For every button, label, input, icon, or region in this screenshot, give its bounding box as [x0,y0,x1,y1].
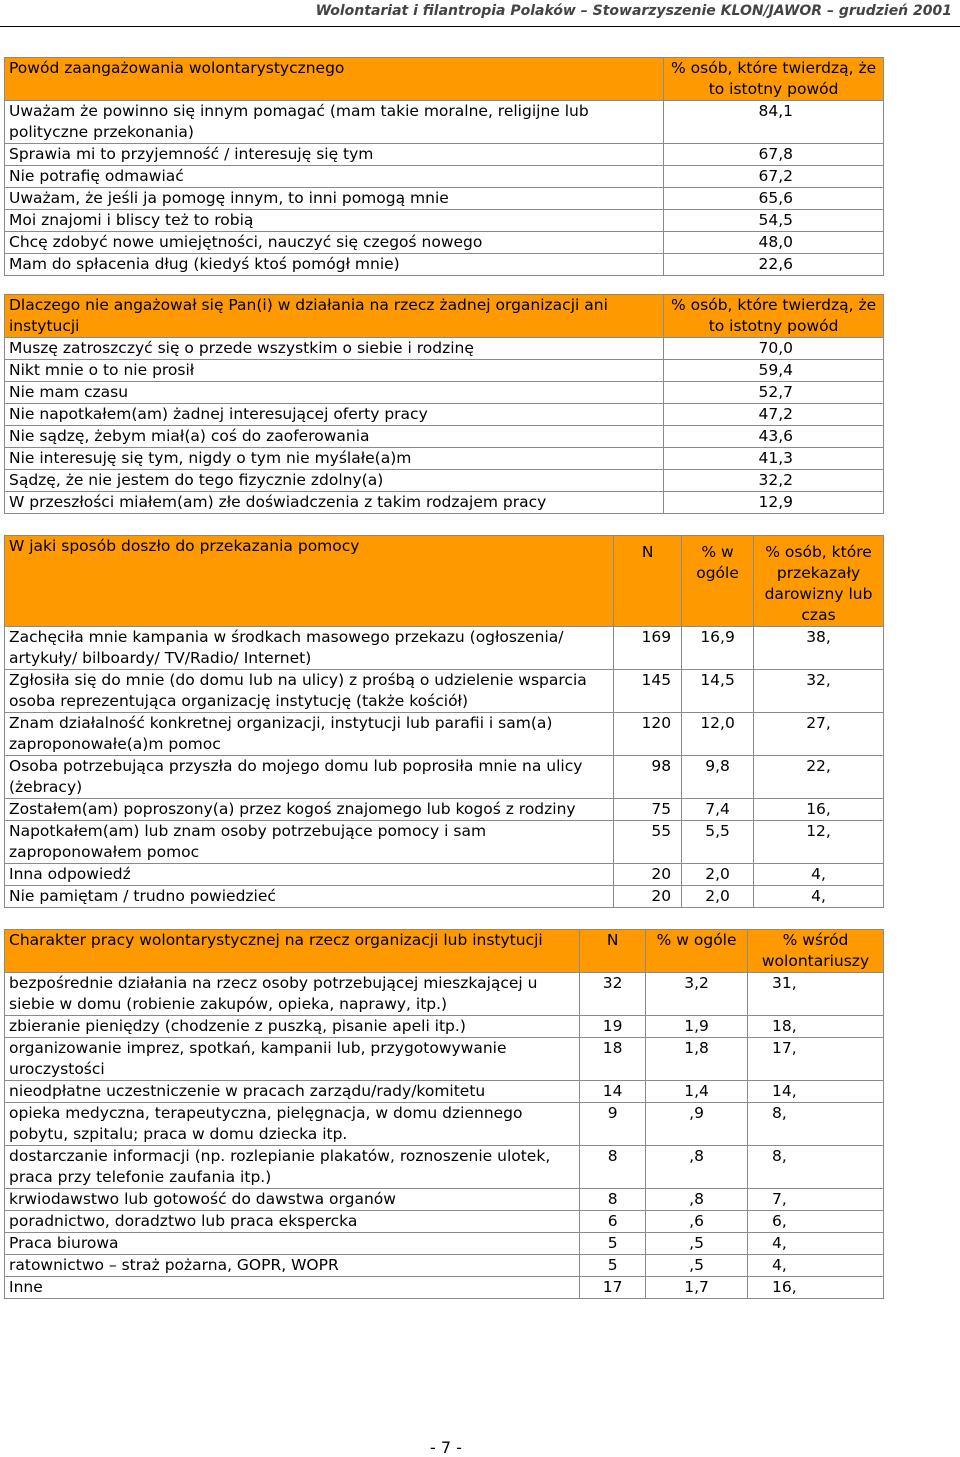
table-row [5,382,884,404]
count-cell: 145 [614,670,682,713]
table-row [5,492,884,514]
percent-cell: ,8 [646,1189,748,1211]
header-cell: Dlaczego nie angażował się Pan(i) w działania na rzecz żadnej organizacji ani instytucji [5,295,664,338]
table-row [5,1016,884,1038]
percent-cell: 4, [754,886,884,908]
table-row [5,232,884,254]
method-cell: Napotkałem(am) lub znam osoby potrzebujące pomocy i sam zaproponowałem pomoc [5,821,614,864]
percent-cell: 47,2 [664,404,884,426]
count-cell: 169 [614,627,682,670]
percent-cell: 14,5 [682,670,754,713]
header-cell: N [580,930,646,973]
header-cell: % w ogóle [682,536,754,627]
count-cell: 14 [580,1081,646,1103]
header-cell: N [614,536,682,627]
percent-cell: 4, [754,864,884,886]
table-row [5,1103,884,1146]
method-cell: Zachęciła mnie kampania w środkach masowego przekazu (ogłoszenia/ artykuły/ bilboardy/ TV/Radio/ Internet) [5,627,614,670]
table-row [5,210,884,232]
work-type-cell: krwiodawstwo lub gotowość do dawstwa organów [5,1189,580,1211]
table-row [5,188,884,210]
percent-cell: 7,4 [682,799,754,821]
table-row [5,166,884,188]
page-header [0,0,960,27]
percent-cell: 14, [748,1081,884,1103]
volunteer-work-table [4,929,884,1299]
reason-cell: Nie interesuję się tym, nigdy o tym nie myślałe(a)m [5,448,664,470]
table-row [5,756,884,799]
percent-cell: 59,4 [664,360,884,382]
percent-cell: 27, [754,713,884,756]
percent-cell: 65,6 [664,188,884,210]
method-cell: Inna odpowiedź [5,864,614,886]
percent-cell: 48,0 [664,232,884,254]
count-cell: 55 [614,821,682,864]
percent-cell: 1,8 [646,1038,748,1081]
percent-cell: 8, [748,1146,884,1189]
percent-cell: 67,8 [664,144,884,166]
count-cell: 17 [580,1277,646,1299]
percent-cell: 17, [748,1038,884,1081]
reason-cell: Mam do spłacenia dług (kiedyś ktoś pomógł mnie) [5,254,664,276]
reason-cell: Uważam, że jeśli ja pomogę innym, to inni pomogą mnie [5,188,664,210]
count-cell: 19 [580,1016,646,1038]
table-row [5,338,884,360]
reason-cell: Muszę zatroszczyć się o przede wszystkim o siebie i rodzinę [5,338,664,360]
count-cell: 20 [614,864,682,886]
percent-cell: 38, [754,627,884,670]
percent-cell: 32,2 [664,470,884,492]
page-number: - 7 - [430,1438,462,1457]
count-cell: 6 [580,1211,646,1233]
count-cell: 5 [580,1233,646,1255]
percent-cell: 67,2 [664,166,884,188]
reason-cell: Nie potrafię odmawiać [5,166,664,188]
count-cell: 9 [580,1103,646,1146]
percent-cell: 7, [748,1189,884,1211]
count-cell: 32 [580,973,646,1016]
percent-cell: 9,8 [682,756,754,799]
percent-cell: 43,6 [664,426,884,448]
work-type-cell: poradnictwo, doradztwo lub praca ekspercka [5,1211,580,1233]
percent-cell: 18, [748,1016,884,1038]
percent-cell: 16, [748,1277,884,1299]
table-row [5,886,884,908]
percent-cell: 52,7 [664,382,884,404]
table-row [5,1038,884,1081]
work-type-cell: Inne [5,1277,580,1299]
method-cell: Zostałem(am) poproszony(a) przez kogoś znajomego lub kogoś z rodziny [5,799,614,821]
table-row [5,101,884,144]
count-cell: 18 [580,1038,646,1081]
table-row [5,404,884,426]
count-cell: 8 [580,1189,646,1211]
percent-cell: ,5 [646,1233,748,1255]
header-cell: Powód zaangażowania wolontarystycznego [5,58,664,101]
header-cell: % osób, które twierdzą, że to istotny powód [664,58,884,101]
percent-cell: 12,9 [664,492,884,514]
table-row [5,1081,884,1103]
table-row [5,254,884,276]
header-cell: W jaki sposób doszło do przekazania pomocy [5,536,614,627]
percent-cell: 1,4 [646,1081,748,1103]
table-row [5,1189,884,1211]
method-cell: Osoba potrzebująca przyszła do mojego domu lub poprosiła mnie na ulicy (żebracy) [5,756,614,799]
table-row [5,1146,884,1189]
percent-cell: 6, [748,1211,884,1233]
method-cell: Zgłosiła się do mnie (do domu lub na ulicy) z prośbą o udzielenie wsparcia osoba reprezentująca organizację instytucję (także kościół) [5,670,614,713]
reason-cell: W przeszłości miałem(am) złe doświadczenia z takim rodzajem pracy [5,492,664,514]
table-row [5,973,884,1016]
table-row [5,426,884,448]
reason-cell: Chcę zdobyć nowe umiejętności, nauczyć się czegoś nowego [5,232,664,254]
percent-cell: 84,1 [664,101,884,144]
count-cell: 20 [614,886,682,908]
header-cell: Charakter pracy wolontarystycznej na rzecz organizacji lub instytucji [5,930,580,973]
help-method-table [4,535,884,908]
count-cell: 8 [580,1146,646,1189]
percent-cell: 4, [748,1233,884,1255]
percent-cell: 31, [748,973,884,1016]
reason-cell: Moi znajomi i bliscy też to robią [5,210,664,232]
table-row [5,1277,884,1299]
percent-cell: 41,3 [664,448,884,470]
table-row [5,144,884,166]
percent-cell: 1,9 [646,1016,748,1038]
motivation-table [4,57,884,276]
percent-cell: 32, [754,670,884,713]
table-header-row [5,536,884,627]
table-header-row [5,295,884,338]
header-cell: % osób, które twierdzą, że to istotny powód [664,295,884,338]
table-row [5,799,884,821]
reason-cell: Nie sądzę, żebym miał(a) coś do zaoferowania [5,426,664,448]
reason-cell: Sądzę, że nie jestem do tego fizycznie zdolny(a) [5,470,664,492]
percent-cell: 22, [754,756,884,799]
header-cell: % wśród wolontariuszy [748,930,884,973]
percent-cell: 16,9 [682,627,754,670]
method-cell: Znam działalność konkretnej organizacji, instytucji lub parafii i sam(a) zaproponowałe(a)m pomoc [5,713,614,756]
table-header-row [5,58,884,101]
table-row [5,864,884,886]
percent-cell: ,6 [646,1211,748,1233]
percent-cell: 5,5 [682,821,754,864]
reason-cell: Nikt mnie o to nie prosił [5,360,664,382]
table-row [5,670,884,713]
percent-cell: ,5 [646,1255,748,1277]
reason-cell: Nie napotkałem(am) żadnej interesującej oferty pracy [5,404,664,426]
table-row [5,1255,884,1277]
percent-cell: 12, [754,821,884,864]
percent-cell: 2,0 [682,886,754,908]
work-type-cell: ratownictwo – straż pożarna, GOPR, WOPR [5,1255,580,1277]
table-row [5,470,884,492]
count-cell: 75 [614,799,682,821]
non-involvement-table [4,294,884,514]
percent-cell: 8, [748,1103,884,1146]
table-header-row [5,930,884,973]
count-cell: 120 [614,713,682,756]
count-cell: 98 [614,756,682,799]
table-row [5,1211,884,1233]
percent-cell: 2,0 [682,864,754,886]
count-cell: 5 [580,1255,646,1277]
method-cell: Nie pamiętam / trudno powiedzieć [5,886,614,908]
table-row [5,627,884,670]
work-type-cell: opieka medyczna, terapeutyczna, pielęgnacja, w domu dziennego pobytu, szpitalu; praca w domu dziecka itp. [5,1103,580,1146]
work-type-cell: Praca biurowa [5,1233,580,1255]
header-text: Wolontariat i filantropia Polaków – Stowarzyszenie KLON/JAWOR – grudzień 2001 [315,3,952,19]
reason-cell: Sprawia mi to przyjemność / interesuję się tym [5,144,664,166]
percent-cell: 70,0 [664,338,884,360]
table-row [5,713,884,756]
work-type-cell: zbieranie pieniędzy (chodzenie z puszką, pisanie apeli itp.) [5,1016,580,1038]
percent-cell: 54,5 [664,210,884,232]
table-row [5,360,884,382]
header-cell: % w ogóle [646,930,748,973]
table-row [5,821,884,864]
work-type-cell: dostarczanie informacji (np. rozlepianie plakatów, roznoszenie ulotek, praca przy telefonie zaufania itp.) [5,1146,580,1189]
table-row [5,448,884,470]
work-type-cell: nieodpłatne uczestniczenie w pracach zarządu/rady/komitetu [5,1081,580,1103]
percent-cell: 3,2 [646,973,748,1016]
percent-cell: 22,6 [664,254,884,276]
percent-cell: 4, [748,1255,884,1277]
percent-cell: ,8 [646,1146,748,1189]
reason-cell: Uważam że powinno się innym pomagać (mam takie moralne, religijne lub polityczne przekonania) [5,101,664,144]
table-row [5,1233,884,1255]
work-type-cell: organizowanie imprez, spotkań, kampanii lub, przygotowywanie uroczystości [5,1038,580,1081]
percent-cell: 12,0 [682,713,754,756]
work-type-cell: bezpośrednie działania na rzecz osoby potrzebującej mieszkającej u siebie w domu (robienie zakupów, opieka, naprawy, itp.) [5,973,580,1016]
percent-cell: ,9 [646,1103,748,1146]
header-cell: % osób, które przekazały darowizny lub czas [754,536,884,627]
percent-cell: 16, [754,799,884,821]
reason-cell: Nie mam czasu [5,382,664,404]
percent-cell: 1,7 [646,1277,748,1299]
